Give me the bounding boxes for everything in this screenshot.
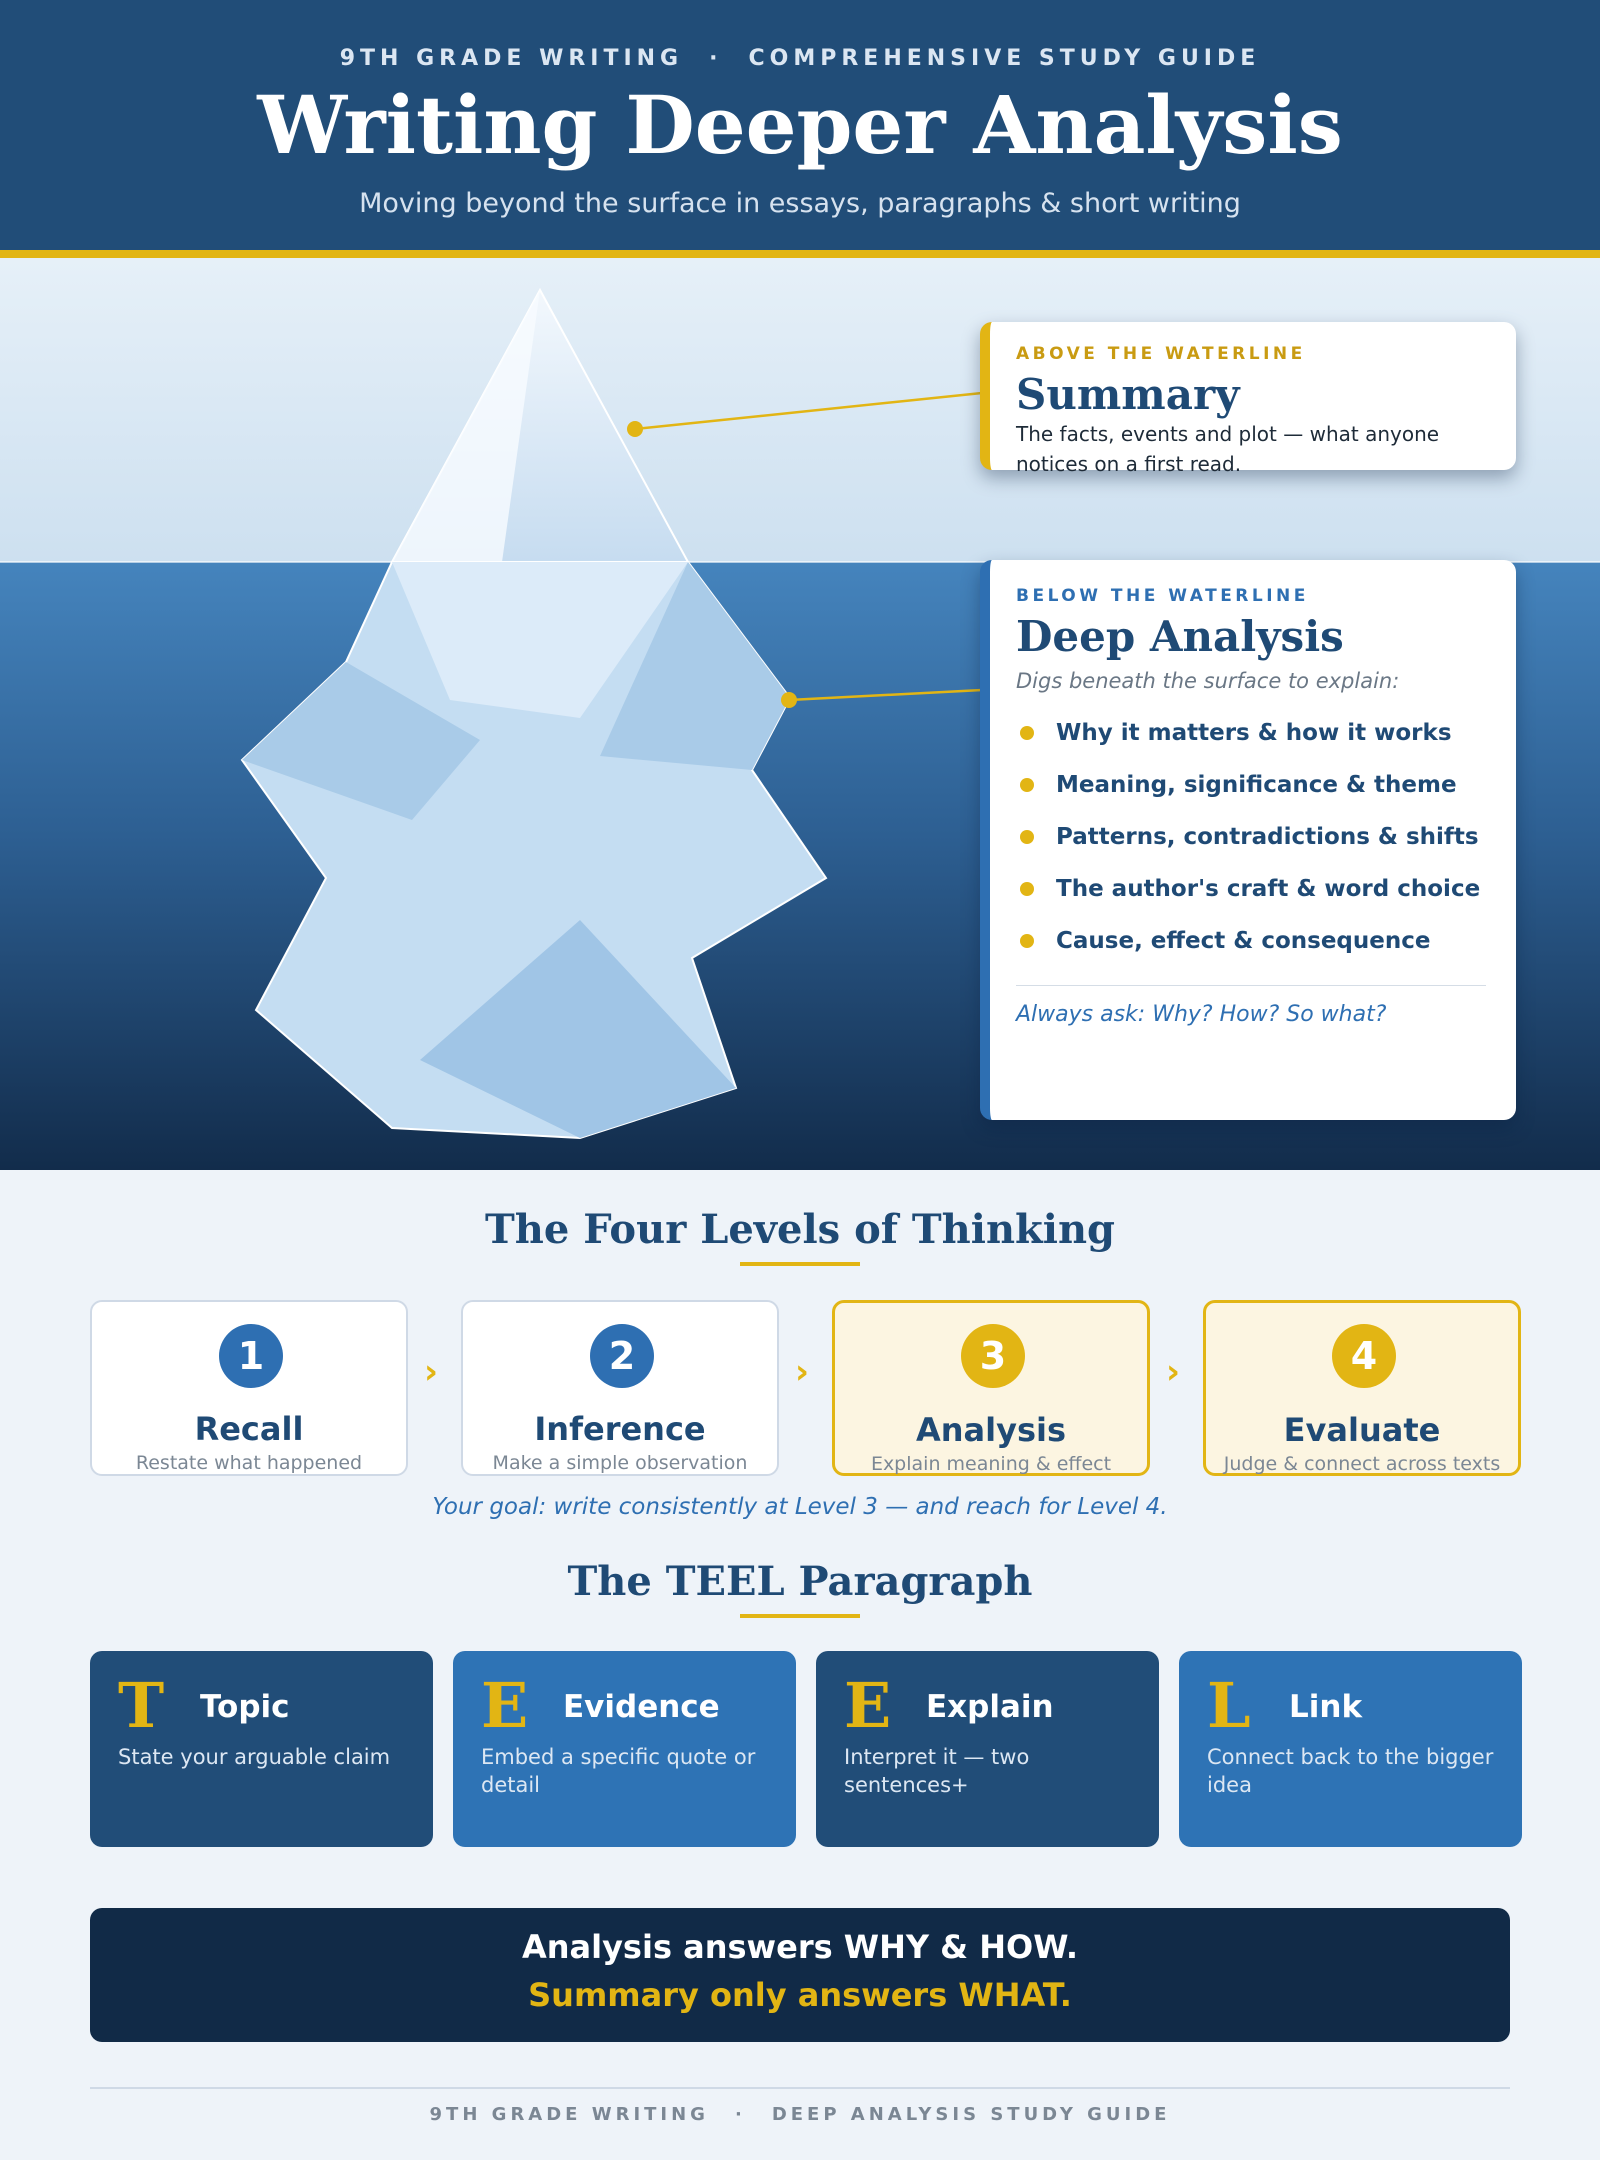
teel-description: Connect back to the bigger idea: [1207, 1745, 1494, 1797]
deep-bullet-text: Why it matters & how it works: [1056, 720, 1452, 746]
teel-letter: E: [844, 1669, 892, 1742]
summary-text: The facts, events and plot — what anyone notices on a first read.: [1016, 422, 1440, 476]
teel-description: State your arguable claim: [118, 1745, 391, 1769]
deep-lead: Digs beneath the surface to explain:: [1016, 669, 1400, 693]
chevron-right-icon: ›: [795, 1352, 810, 1392]
iceberg-scene: [0, 258, 1600, 1170]
eyebrow-right: COMPREHENSIVE STUDY GUIDE: [748, 46, 1261, 71]
footer-divider: [90, 2087, 1510, 2089]
deep-bullet-list: [1016, 707, 1516, 967]
deep-bullet: [1016, 759, 1516, 811]
bullet-dot-icon: [1020, 778, 1034, 792]
level-number-badge: 4: [1332, 1324, 1396, 1388]
levels-title-underline: [740, 1262, 860, 1266]
teel-name: Explain: [926, 1689, 1054, 1725]
deep-eyebrow: BELOW THE WATERLINE: [1016, 586, 1309, 606]
levels-goal: Your goal: write consistently at Level 3 — and reach for Level 4.: [432, 1494, 1168, 1520]
deep-tagline: Always ask: Why? How? So what?: [1016, 1002, 1387, 1027]
header-eyebrow: [0, 46, 1600, 71]
deep-bullet-text: Meaning, significance & theme: [1056, 772, 1457, 798]
level-card-inference: [461, 1300, 779, 1476]
summary-eyebrow: ABOVE THE WATERLINE: [1016, 344, 1306, 364]
deep-bullet: [1016, 811, 1516, 863]
teel-letter: T: [118, 1669, 165, 1742]
deep-bullet: [1016, 915, 1516, 967]
level-number-badge: 1: [219, 1324, 283, 1388]
deep-analysis-card: [980, 560, 1516, 1120]
teel-name: Evidence: [563, 1689, 720, 1725]
chevron-right-icon: ›: [424, 1352, 439, 1392]
level-description: Make a simple observation: [492, 1452, 748, 1474]
header-accent-stripe: [0, 250, 1600, 258]
level-description: Explain meaning & effect: [870, 1453, 1112, 1475]
bullet-dot-icon: [1020, 882, 1034, 896]
deep-bullet-text: Cause, effect & consequence: [1056, 928, 1431, 954]
levels-section-title: The Four Levels of Thinking: [485, 1206, 1115, 1253]
footer-separator: ·: [734, 2104, 746, 2125]
level-name: Inference: [534, 1410, 706, 1448]
teel-letter: L: [1207, 1669, 1251, 1742]
footer-right: DEEP ANALYSIS STUDY GUIDE: [771, 2104, 1171, 2125]
deep-bullet-text: Patterns, contradictions & shifts: [1056, 824, 1479, 850]
page-title: Writing Deeper Analysis: [257, 78, 1343, 172]
level-description: Restate what happened: [135, 1452, 363, 1474]
level-number-badge: 3: [961, 1324, 1025, 1388]
summary-card: [980, 322, 1516, 476]
teel-name: Topic: [200, 1689, 290, 1725]
teel-description: Embed a specific quote or detail: [481, 1745, 756, 1797]
bullet-dot-icon: [1020, 934, 1034, 948]
level-name: Recall: [194, 1410, 304, 1448]
eyebrow-left: 9TH GRADE WRITING: [339, 46, 684, 71]
level-name: Analysis: [915, 1411, 1067, 1449]
chevron-right-icon: ›: [1166, 1352, 1181, 1392]
deep-bullet: [1016, 863, 1516, 915]
teel-card-topic: [90, 1651, 433, 1847]
eyebrow-separator: ·: [709, 46, 723, 71]
level-card-recall: [90, 1300, 408, 1476]
deep-divider: [1016, 985, 1486, 986]
level-number-badge: 2: [590, 1324, 654, 1388]
footer: [0, 2104, 1600, 2125]
level-description: Judge & connect across texts: [1223, 1453, 1501, 1475]
teel-card-evidence: [453, 1651, 796, 1847]
deep-title: Deep Analysis: [1016, 612, 1344, 661]
page-subtitle: Moving beyond the surface in essays, paragraphs & short writing: [359, 188, 1241, 219]
footer-left: 9TH GRADE WRITING: [429, 2104, 709, 2125]
summary-title: Summary: [1016, 370, 1240, 419]
teel-title-underline: [740, 1614, 860, 1618]
key-takeaway-banner: [90, 1908, 1510, 2042]
summary-connector-dot: [627, 421, 643, 437]
level-card-evaluate: [1203, 1300, 1521, 1476]
teel-letter: E: [481, 1669, 529, 1742]
deep-bullet-text: The author's craft & word choice: [1056, 876, 1481, 902]
deep-bullet: [1016, 707, 1516, 759]
bullet-dot-icon: [1020, 726, 1034, 740]
teel-card-explain: [816, 1651, 1159, 1847]
bullet-dot-icon: [1020, 830, 1034, 844]
teel-section-title: The TEEL Paragraph: [567, 1558, 1033, 1605]
level-name: Evaluate: [1283, 1411, 1441, 1449]
teel-description: Interpret it — two sentences+: [844, 1745, 1030, 1797]
deep-connector-dot: [781, 692, 797, 708]
teel-card-link: [1179, 1651, 1522, 1847]
banner-line-analysis: Analysis answers WHY & HOW.: [521, 1928, 1079, 1966]
teel-name: Link: [1289, 1689, 1363, 1725]
banner-line-summary: Summary only answers WHAT.: [528, 1976, 1072, 2014]
level-card-analysis: [832, 1300, 1150, 1476]
